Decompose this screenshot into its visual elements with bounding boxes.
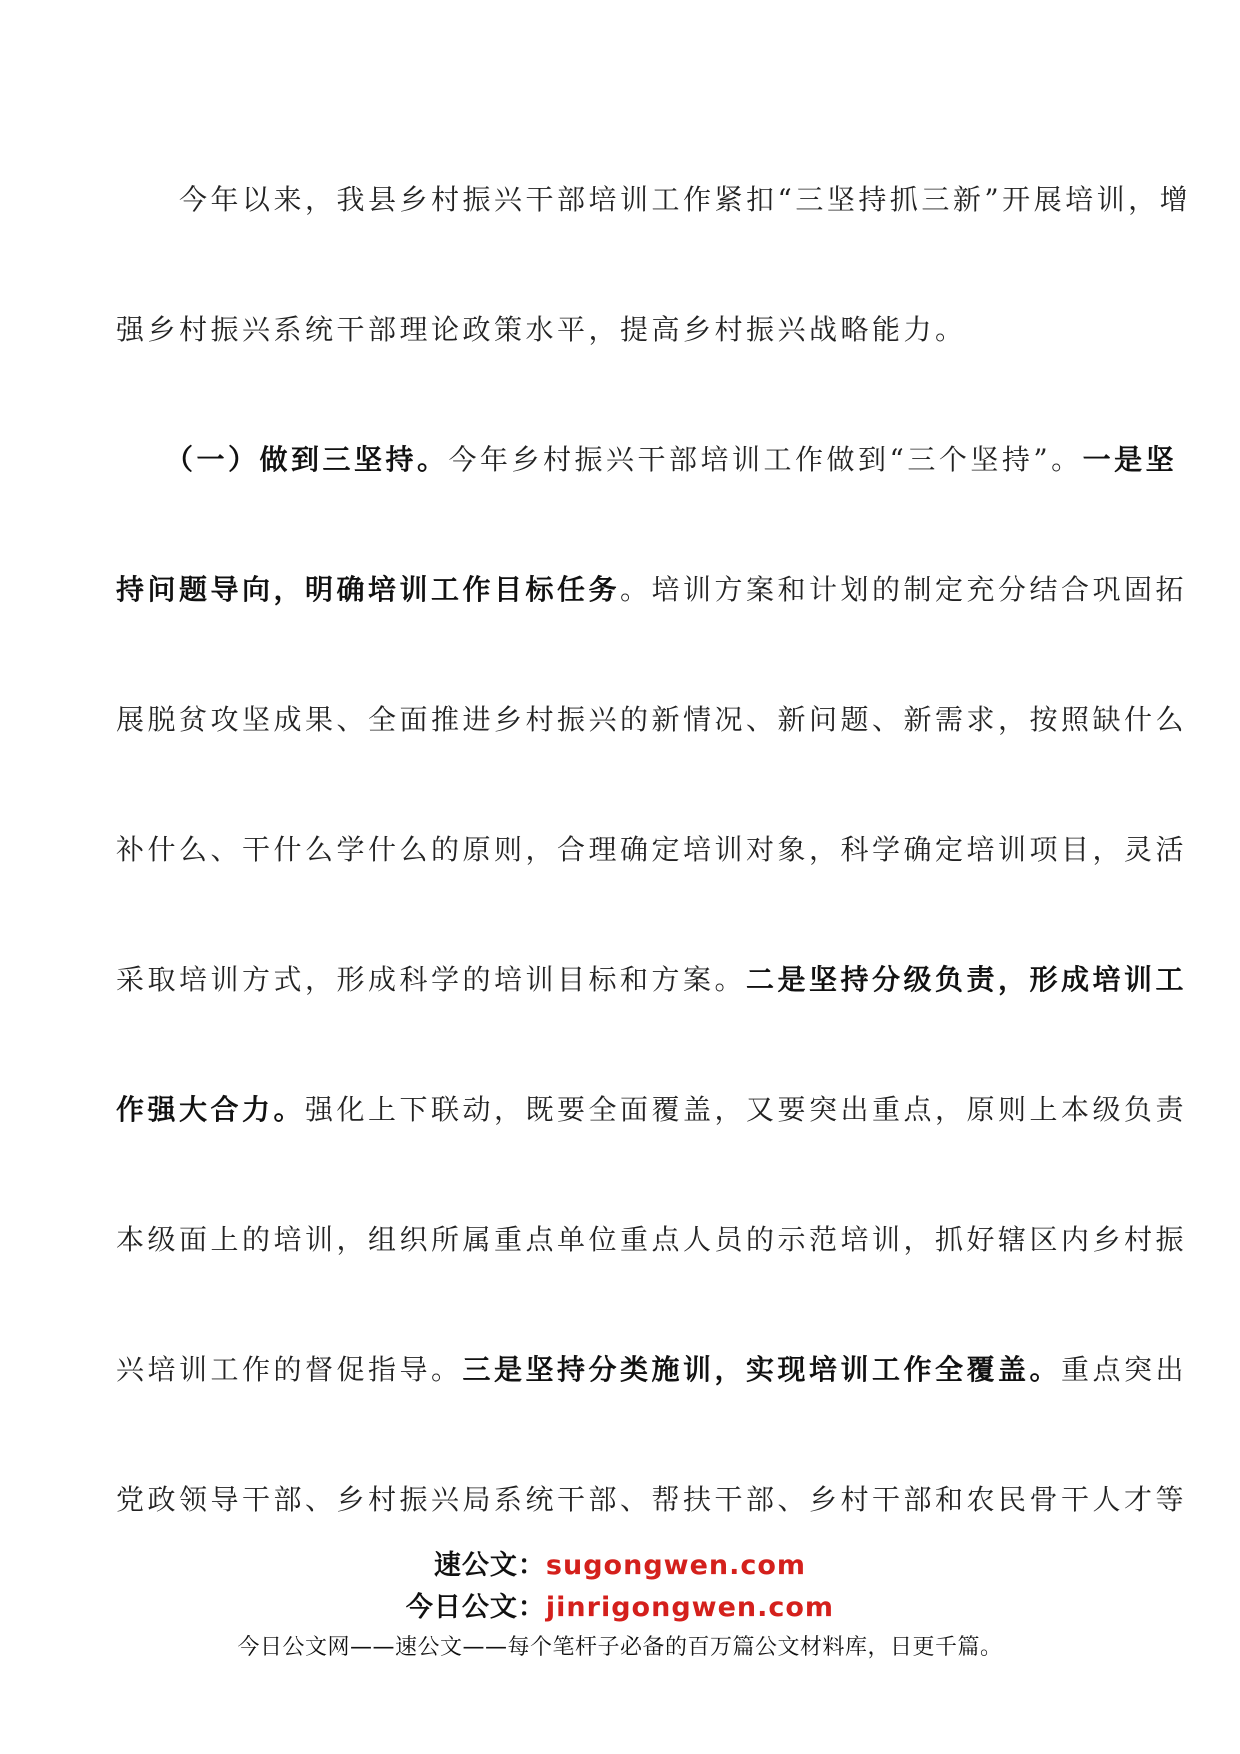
- footer-label: 今日公文：: [405, 1592, 546, 1623]
- footer-line-jinrigongwen: [0, 1585, 1240, 1624]
- document-body: [116, 160, 1192, 1590]
- text-line: [116, 940, 1188, 1070]
- text-line: [116, 1070, 1188, 1200]
- footer-line-sugongwen: [0, 1543, 1240, 1582]
- text-run: 强乡村振兴系统干部理论政策水平，提高乡村振兴战略能力。: [116, 313, 967, 346]
- text-run: 。培训方案和计划的制定充分结合巩固拓: [620, 573, 1188, 606]
- footer-link-jinrigongwen[interactable]: jinrigongwen.com: [545, 1592, 835, 1623]
- text-run: 今年以来，我县乡村振兴干部培训工作紧扣“三坚持抓三新”开展培训，增: [116, 183, 1192, 216]
- footer-tagline: 今日公文网——速公文——每个笔杆子必备的百万篇公文材料库，日更千篇。: [237, 1635, 1003, 1660]
- text-run: 采取培训方式，形成科学的培训目标和方案。: [116, 963, 747, 996]
- bold-phrase: 三是坚持分类施训，实现培训工作全覆盖。: [462, 1353, 1062, 1386]
- bold-phrase: 二是坚持分级负责，形成培训工: [746, 963, 1188, 996]
- text-run: 兴培训工作的督促指导。: [116, 1353, 463, 1386]
- text-line: [116, 550, 1188, 680]
- text-line: [116, 160, 1192, 290]
- bold-phrase: 持问题导向，明确培训工作目标任务: [116, 573, 621, 606]
- text-run: 强化上下联动，既要全面覆盖，又要突出重点，原则上本级负责: [305, 1093, 1188, 1126]
- section-heading: （一）做到三坚持。: [116, 443, 449, 476]
- text-line: [116, 810, 1188, 940]
- footer-link-sugongwen[interactable]: sugongwen.com: [545, 1550, 807, 1581]
- text-run: 党政领导干部、乡村振兴局系统干部、帮扶干部、乡村干部和农民骨干人才等: [116, 1483, 1188, 1516]
- text-line: [116, 1200, 1188, 1330]
- text-run: 重点突出: [1061, 1353, 1188, 1386]
- text-run: 补什么、干什么学什么的原则，合理确定培训对象，科学确定培训项目，灵活: [116, 833, 1188, 866]
- bold-phrase: 作强大合力。: [116, 1093, 306, 1126]
- text-line: [116, 290, 1128, 420]
- text-line: [116, 420, 1178, 550]
- text-line: [116, 680, 1188, 810]
- footer-label: 速公文：: [433, 1550, 546, 1581]
- text-run: 今年乡村振兴干部培训工作做到“三个坚持”。: [448, 443, 1083, 476]
- text-line: [116, 1330, 1188, 1460]
- text-run: 展脱贫攻坚成果、全面推进乡村振兴的新情况、新问题、新需求，按照缺什么: [116, 703, 1188, 736]
- bold-phrase: 一是坚: [1082, 443, 1178, 476]
- text-run: 本级面上的培训，组织所属重点单位重点人员的示范培训，抓好辖区内乡村振: [116, 1223, 1188, 1256]
